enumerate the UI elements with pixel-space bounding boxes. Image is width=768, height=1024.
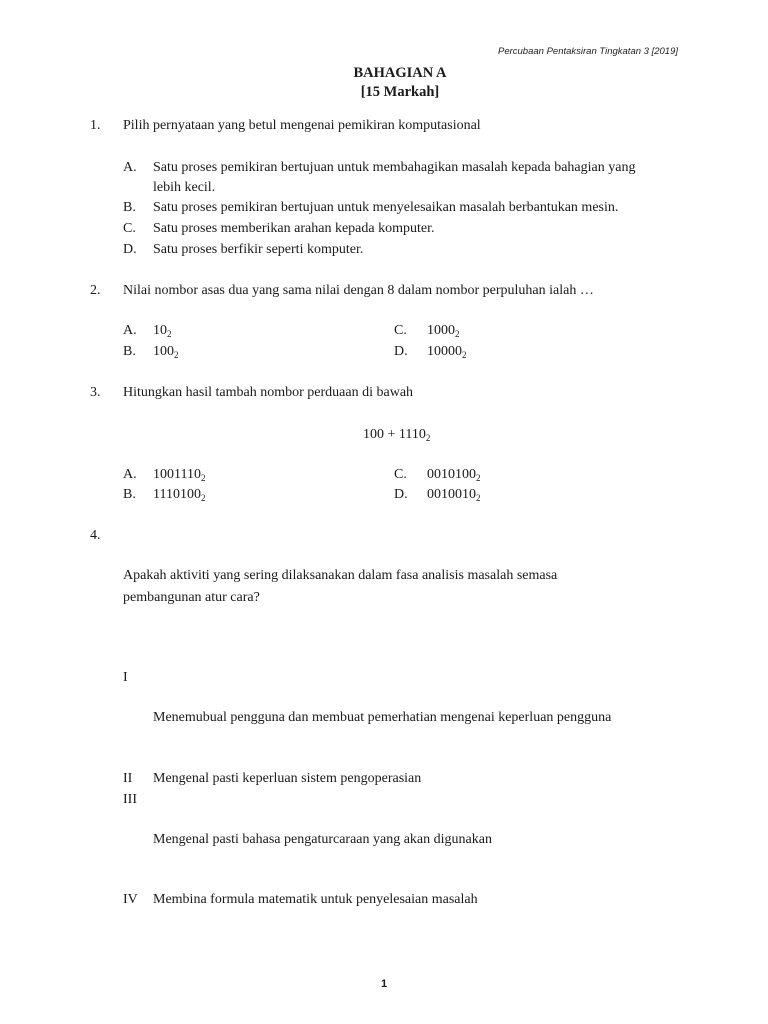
base-subscript: 2 [462, 350, 467, 360]
option-letter: C. [123, 221, 136, 236]
question-number: 2. [90, 283, 101, 298]
option-text-continued: lebih kecil. [153, 180, 216, 195]
question-number: 1. [90, 118, 101, 133]
question-number: 3. [90, 385, 101, 400]
option-value: $1110100_2$ [153, 487, 206, 503]
statement-text: Membina formula matematik untuk penyelesaian masalah [153, 892, 478, 907]
option-value: $1000_2$ [427, 323, 460, 339]
option-value: $100_2$ [153, 344, 179, 360]
statement-text: Menemubual pengguna dan membuat pemerhatian mengenai keperluan pengguna [153, 710, 612, 725]
option-text: Satu proses memberikan arahan kepada komputer. [153, 221, 435, 236]
base-subscript: 2 [200, 493, 206, 503]
question-text-continued: pembangunan atur cara? [123, 590, 260, 605]
option-letter: A. [123, 160, 137, 175]
base-subscript: 2 [200, 473, 206, 483]
option-letter: D. [123, 242, 137, 257]
statement-numeral: I [123, 670, 128, 685]
statement-numeral: IV [123, 892, 138, 907]
base-subscript: 2 [425, 433, 431, 443]
option-letter: D. [394, 344, 408, 359]
base-subscript: 2 [174, 350, 179, 360]
option-letter: C. [394, 323, 407, 338]
base-subscript: 2 [476, 473, 481, 483]
question-text: Apakah aktiviti yang sering dilaksanakan dalam fasa analisis masalah semasa [123, 568, 558, 583]
option-value: $1001110_2$ [153, 467, 206, 483]
section-title: BAHAGIAN A [353, 65, 447, 81]
option-text: Satu proses pemikiran bertujuan untuk menyelesaikan masalah berbantukan mesin. [153, 200, 619, 215]
option-letter: C. [394, 467, 407, 482]
base-subscript: 2 [476, 493, 481, 503]
statement-numeral: III [123, 792, 137, 807]
binary-expression: $100 + 1110_2$ [363, 427, 431, 443]
option-value: $0010100_2$ [427, 467, 481, 483]
option-letter: B. [123, 200, 136, 215]
page-number: 1 [380, 978, 388, 990]
option-letter: B. [123, 344, 136, 359]
section-marks: [15 Markah] [360, 84, 440, 100]
option-value: $0010010_2$ [427, 487, 481, 503]
option-letter: D. [394, 487, 408, 502]
option-text: Satu proses berfikir seperti komputer. [153, 242, 364, 257]
question-text: Nilai nombor asas dua yang sama nilai dengan 8 dalam nombor perpuluhan ialah … [123, 283, 594, 298]
option-value: $10000_2$ [427, 344, 467, 360]
option-value: $10_2$ [153, 323, 172, 339]
statement-text: Mengenal pasti bahasa pengaturcaraan yang akan digunakan [153, 832, 492, 847]
exam-header-note: Percubaan Pentaksiran Tingkatan 3 [2019] [497, 46, 678, 57]
question-number: 4. [90, 528, 101, 543]
option-letter: A. [123, 323, 137, 338]
statement-numeral: II [123, 771, 133, 786]
option-letter: A. [123, 467, 137, 482]
question-text: Hitungkan hasil tambah nombor perduaan di bawah [123, 385, 414, 400]
option-letter: B. [123, 487, 136, 502]
base-subscript: 2 [167, 329, 172, 339]
option-text: Satu proses pemikiran bertujuan untuk membahagikan masalah kepada bahagian yang [153, 160, 636, 175]
statement-text: Mengenal pasti keperluan sistem pengoperasian [153, 771, 422, 786]
question-text: Pilih pernyataan yang betul mengenai pemikiran komputasional [123, 118, 481, 133]
base-subscript: 2 [455, 329, 460, 339]
